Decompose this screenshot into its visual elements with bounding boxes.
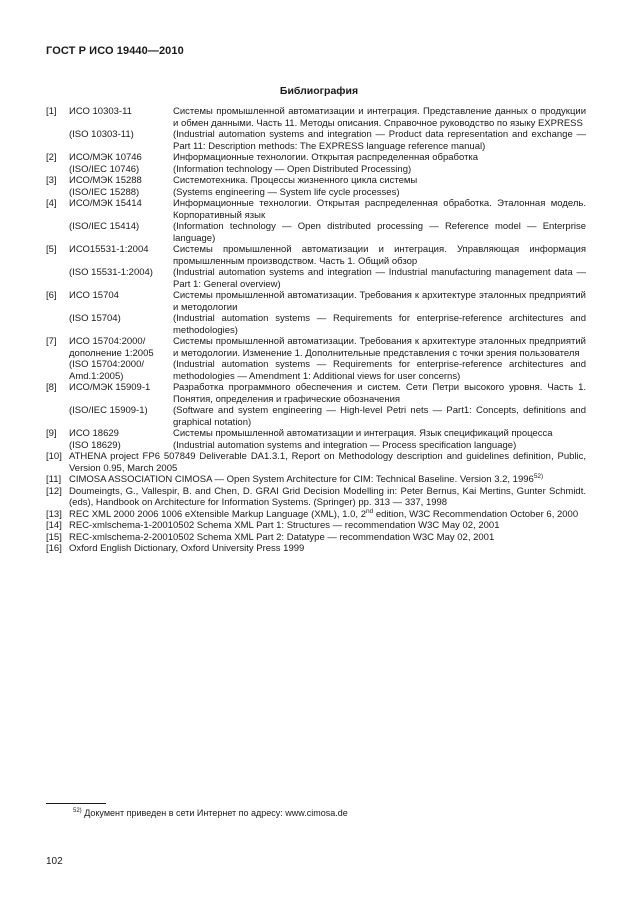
entry-code: ИСО/МЭК 10746	[69, 152, 142, 163]
entry-text: Doumeingts, G., Vallespir, B. and Chen, D. GRAI Grid Decision Modelling in: Peter Bernus, Kai Mertins, Gunter Schmidt. (eds), Handbook on Architecture for Information Systems. (Springer) pp. 313 — 337, 1998	[69, 485, 586, 508]
entry-number: [6]	[46, 290, 57, 301]
entry-number: [8]	[46, 382, 57, 393]
bibliography-title: Библиография	[279, 85, 359, 97]
entry-number: [7]	[46, 336, 57, 347]
bib-entry-9-iso	[46, 440, 586, 452]
entry-code: (ISO 15704)	[69, 313, 121, 324]
entry-code: ИСО/МЭК 15414	[69, 198, 142, 209]
entry-number: [11]	[46, 474, 62, 485]
entry-number: [14]	[46, 520, 62, 531]
entry-text: Oxford English Dictionary, Oxford University Press 1999	[69, 543, 305, 554]
entry-number: [2]	[46, 152, 57, 163]
entry-text: CIMOSA ASSOCIATION CIMOSA — Open System Architecture for CIM: Technical Baseline. Version 3.2, 1996	[69, 474, 534, 485]
entry-number: [12]	[46, 485, 62, 497]
entry-number: [3]	[46, 175, 57, 186]
footnote	[73, 808, 348, 818]
bib-entry-6-iso	[46, 313, 586, 336]
bib-entry-1-iso	[46, 129, 586, 152]
entry-code: ИСО/МЭК 15909-1	[69, 382, 151, 393]
bib-entry-7	[46, 336, 586, 359]
bib-entry-8-iso	[46, 405, 586, 428]
entry-text: (Information technology — Open Distributed Processing)	[173, 163, 412, 175]
entry-text: (Systems engineering — System life cycle processes)	[173, 186, 400, 198]
bib-entry-12	[46, 486, 586, 509]
bib-entry-7-iso	[46, 359, 586, 382]
standard-header: ГОСТ Р ИСО 19440—2010	[46, 45, 184, 57]
entry-text: (Information technology — Open distributed processing — Reference model — Enterprise language)	[173, 221, 586, 244]
footnote-divider	[46, 803, 106, 804]
bib-entry-5	[46, 244, 586, 267]
footnote-text: Документ приведен в сети Интернет по адресу: www.cimosa.de	[84, 808, 348, 818]
entry-text: REC-xmlschema-1-20010502 Schema XML Part 1: Structures — recommendation W3C May 02, 2001	[69, 520, 500, 531]
entry-text-wrap	[69, 509, 586, 521]
entry-text: REC XML 2000 2006 1006 eXtensible Markup Language (XML), 1.0, 2	[69, 508, 366, 520]
bib-entry-5-iso	[46, 267, 586, 290]
page-number: 102	[46, 856, 63, 867]
superscript: nd	[365, 507, 374, 515]
bib-entry-3-iso	[46, 187, 586, 199]
bib-entry-2	[46, 152, 586, 164]
entry-text: REC-xmlschema-2-20010502 Schema XML Part 2: Datatype — recommendation W3C May 02, 2001	[69, 531, 495, 543]
entry-code: (ISO/IEC 15909-1)	[69, 405, 148, 416]
bib-entry-8	[46, 382, 586, 405]
entry-code: ИСО 18629	[69, 428, 119, 439]
entry-text: ATHENA project FP6 507849 Deliverable DA1.3.1, Report on Methodology description and guidelines definition, Public, Version 0.95, March 2005	[69, 451, 586, 474]
entry-code: (ISO/IEC 15288)	[69, 186, 140, 198]
entry-code: (ISO 18629)	[69, 439, 121, 451]
entry-text: edition, W3C Recommendation October 6, 2000	[373, 508, 579, 520]
entry-number: [16]	[46, 543, 62, 554]
bib-entry-14	[46, 520, 586, 532]
entry-text-wrap	[69, 474, 586, 486]
bib-entry-15	[46, 532, 586, 544]
entry-number: [10]	[46, 451, 62, 462]
entry-code: (ISO 10303-11)	[69, 129, 134, 140]
entry-text: (Industrial automation systems and integration — Industrial manufacturing management data — Part 1: General overview)	[173, 267, 586, 290]
entry-code: ИСО15531-1:2004	[69, 244, 149, 255]
entry-number: [1]	[46, 106, 57, 117]
footnote-ref: 52)	[533, 472, 544, 480]
footnote-mark: 52)	[73, 808, 82, 814]
entry-number: [15]	[46, 531, 62, 543]
entry-text: (Industrial automation systems and integration — Product data representation and exchange — Part 11: Description methods: The EXPRESS language reference manual)	[173, 129, 586, 152]
entry-code: (ISO/IEC 15414)	[69, 221, 140, 232]
bib-entry-4	[46, 198, 586, 221]
entry-code: (ISO 15704:2000/ Amd.1:2005)	[69, 359, 144, 382]
entry-text: Системы промышленной автоматизации и интеграция. Язык спецификаций процесса	[173, 428, 553, 439]
bib-entry-11	[46, 474, 586, 486]
entry-number: [9]	[46, 428, 57, 439]
entry-text: Системотехника. Процессы жизненного цикла системы	[173, 175, 418, 186]
entry-code: ИСО 15704:2000/ дополнение 1:2005	[69, 336, 154, 359]
entry-text: Системы промышленной автоматизации и интеграция. Представление данных о продукции и обмен данными. Часть 11. Методы описания. Справочное руководство по языку EXPRESS	[173, 106, 586, 129]
entry-text: Разработка программного обеспечения и систем. Сети Петри высокого уровня. Часть 1. Понятия, определения и графические обозначения	[173, 382, 586, 405]
entry-code: (ISO 15531-1:2004)	[69, 267, 153, 278]
entry-text: Информационные технологии. Открытая распределенная обработка	[173, 152, 479, 163]
bib-entry-4-iso	[46, 221, 586, 244]
entry-code: ИСО 10303-11	[69, 106, 132, 117]
entry-code: ИСО 15704	[69, 290, 119, 301]
entry-code: ИСО/МЭК 15288	[69, 175, 142, 186]
bib-entry-6	[46, 290, 586, 313]
entry-number: [5]	[46, 244, 57, 255]
bibliography-list	[46, 106, 586, 555]
bib-entry-13	[46, 509, 586, 521]
entry-text: (Industrial automation systems — Requirements for enterprise-reference architectures and methodologies — Amendment 1: Additional views for user concerns)	[173, 359, 586, 382]
entry-text: (Software and system engineering — High-level Petri nets — Part1: Concepts, definitions and graphical notation)	[173, 405, 586, 428]
entry-text: (Industrial automation systems — Requirements for enterprise-reference architectures and methodologies)	[173, 313, 586, 336]
entry-text: Системы промышленной автоматизации. Требования к архитектуре эталонных предприятий и методологии	[173, 290, 586, 313]
entry-text: (Industrial automation systems and integration — Process specification language)	[173, 439, 517, 451]
entry-code: (ISO/IEC 10746)	[69, 163, 140, 175]
entry-text: Информационные технологии. Открытая распределенная обработка. Эталонная модель. Корпоративный язык	[173, 198, 586, 221]
entry-text: Системы промышленной автоматизации и интеграция. Управляющая информация промышленным производством. Часть 1. Общий обзор	[173, 244, 586, 267]
entry-text: Системы промышленной автоматизации. Требования к архитектуре эталонных предприятий и методологии. Изменение 1. Дополнительные представления с точки зрения пользователя	[173, 336, 586, 359]
bib-entry-1	[46, 106, 586, 129]
bib-entry-16	[46, 543, 586, 555]
bib-entry-10	[46, 451, 586, 474]
bib-entry-3	[46, 175, 586, 187]
entry-number: [4]	[46, 198, 57, 209]
entry-number: [13]	[46, 508, 62, 520]
bib-entry-2-iso	[46, 164, 586, 176]
bib-entry-9	[46, 428, 586, 440]
